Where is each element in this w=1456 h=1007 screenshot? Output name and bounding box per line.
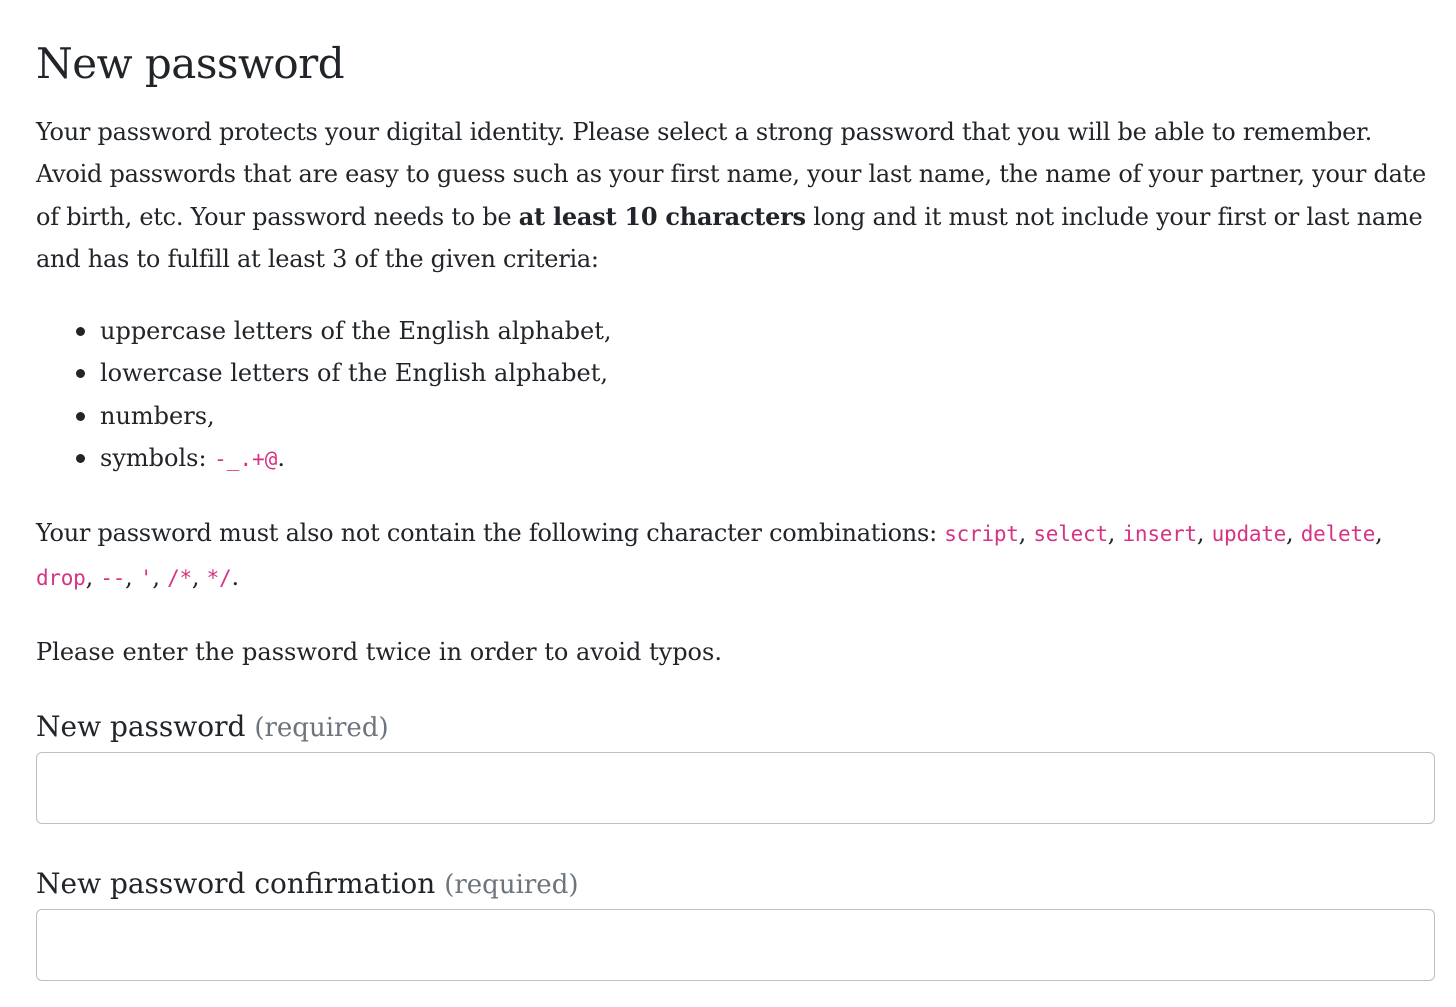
criteria-lowercase: lowercase letters of the English alphabet, [100, 359, 608, 388]
symbols-suffix: . [277, 444, 286, 473]
required-indicator: (required) [254, 713, 389, 744]
intro-paragraph [36, 111, 1435, 280]
criteria-symbols: symbols: [100, 444, 215, 473]
combination-separator: , [1375, 519, 1383, 548]
combination-separator: , [1107, 519, 1123, 548]
new-password-confirmation-input[interactable] [36, 909, 1435, 981]
combinations-suffix: . [231, 562, 239, 591]
page-title: New password [36, 39, 345, 88]
intro-text-1: Your password protects your digital identity. Please select a strong password that you will be able to remember. Avoid passwords that are easy to guess such as your first name, your last name, the name of your partner, your date of birth, etc. Your password needs to be [36, 118, 1426, 231]
combination-separator: , [125, 562, 140, 591]
combination-separator: , [191, 562, 207, 591]
forbidden-combination-code: ' [139, 565, 153, 590]
bullet-icon [76, 412, 85, 421]
symbols-code: -_.+@ [214, 447, 278, 472]
bullet-icon [76, 369, 85, 378]
intro-text-2: long and it must not include your first or last name and has to fulfill at least 3 of the given criteria: [36, 202, 1423, 273]
list-item [100, 395, 1435, 437]
forbidden-combination-code: /* [167, 565, 192, 590]
new-password-label-text: New password [36, 710, 246, 744]
forbidden-combination-code: -- [100, 565, 126, 590]
intro-bold-min-length: at least 10 characters [518, 201, 806, 231]
forbidden-combination-code: select [1033, 522, 1108, 547]
new-password-confirmation-label-text: New password confirmation [36, 867, 436, 901]
new-password-confirmation-label [36, 864, 1435, 905]
combination-separator: , [1018, 519, 1034, 548]
new-password-label [36, 707, 1435, 748]
list-item [100, 310, 1435, 352]
combination-separator: , [85, 562, 101, 591]
combination-separator: , [1286, 519, 1301, 548]
combinations-prefix: Your password must also not contain the following character combinations: [36, 519, 945, 548]
forbidden-combinations-paragraph [36, 512, 1435, 599]
criteria-numbers: numbers, [100, 401, 215, 430]
forbidden-combination-code: update [1211, 522, 1287, 547]
new-password-field [36, 707, 1435, 824]
forbidden-combination-code: */ [206, 565, 232, 590]
new-password-input[interactable] [36, 752, 1435, 824]
forbidden-combination-code: delete [1300, 522, 1376, 547]
combination-separator: , [1196, 519, 1212, 548]
forbidden-combination-code: insert [1122, 522, 1197, 547]
list-item [100, 437, 1435, 480]
bullet-icon [76, 327, 85, 336]
new-password-confirmation-field [36, 864, 1435, 981]
forbidden-combination-code: drop [36, 565, 86, 590]
required-indicator: (required) [444, 870, 579, 901]
bullet-icon [76, 454, 85, 463]
enter-twice-note: Please enter the password twice in order to avoid typos. [36, 637, 722, 666]
forbidden-combination-code: script [944, 522, 1019, 547]
criteria-list [36, 310, 1435, 480]
list-item [100, 352, 1435, 394]
combination-separator: , [152, 562, 168, 591]
criteria-uppercase: uppercase letters of the English alphabet, [100, 317, 612, 346]
